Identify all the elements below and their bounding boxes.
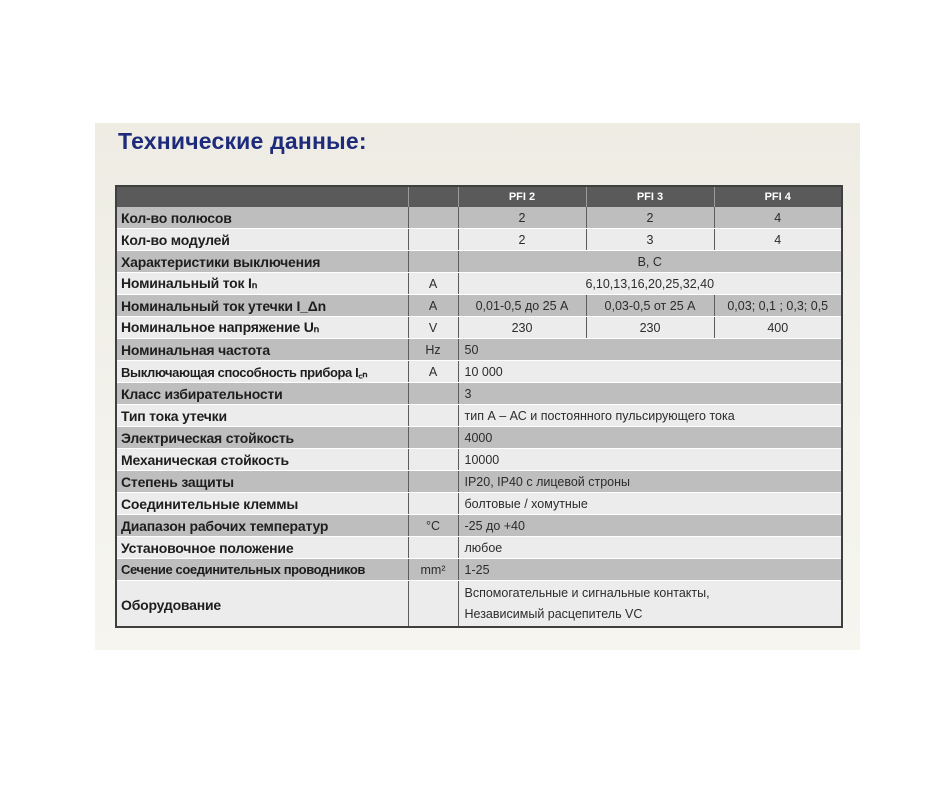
row-label: Электрическая стойкость [116, 427, 408, 449]
value-all: любое [458, 537, 842, 559]
value-pfi2: 0,01-0,5 до 25 А [458, 295, 586, 317]
table-row [116, 493, 842, 515]
table-row [116, 273, 842, 295]
value-pfi3: 230 [586, 317, 714, 339]
row-label: Номинальный ток утечки I_Δn [116, 295, 408, 317]
row-unit [408, 427, 458, 449]
row-label: Степень защиты [116, 471, 408, 493]
table-row [116, 361, 842, 383]
value-pfi4: 4 [714, 207, 842, 229]
header-pfi4: PFI 4 [714, 186, 842, 207]
value-pfi3: 0,03-0,5 от 25 А [586, 295, 714, 317]
value-all: -25 до +40 [458, 515, 842, 537]
technical-data-table [115, 185, 843, 628]
row-label: Номинальный ток Iₙ [116, 273, 408, 295]
row-label: Кол-во модулей [116, 229, 408, 251]
row-unit [408, 251, 458, 273]
row-unit: A [408, 273, 458, 295]
table-row [116, 427, 842, 449]
value-all: тип А – АС и постоянного пульсирующего тока [458, 405, 842, 427]
value-all: 50 [458, 339, 842, 361]
table-row [116, 537, 842, 559]
table-row [116, 449, 842, 471]
value-pfi2: 2 [458, 229, 586, 251]
header-pfi2: PFI 2 [458, 186, 586, 207]
value-all: 10 000 [458, 361, 842, 383]
row-label: Кол-во полюсов [116, 207, 408, 229]
table-row [116, 317, 842, 339]
value-pfi4: 400 [714, 317, 842, 339]
table-row [116, 559, 842, 581]
value-line-1: Вспомогательные и сигнальные контакты, [464, 585, 710, 600]
row-label: Соединительные клеммы [116, 493, 408, 515]
header-pfi3: PFI 3 [586, 186, 714, 207]
table-row [116, 295, 842, 317]
value-pfi2: 2 [458, 207, 586, 229]
row-unit [408, 207, 458, 229]
table-row [116, 229, 842, 251]
table-header-row [116, 186, 842, 207]
row-unit: mm² [408, 559, 458, 581]
value-all: 4000 [458, 427, 842, 449]
table-row [116, 207, 842, 229]
row-unit [408, 449, 458, 471]
value-pfi2: 230 [458, 317, 586, 339]
row-label: Механическая стойкость [116, 449, 408, 471]
row-unit [408, 581, 458, 628]
value-all: 10000 [458, 449, 842, 471]
row-label: Диапазон рабочих температур [116, 515, 408, 537]
value-all: 6,10,13,16,20,25,32,40 [458, 273, 842, 295]
table-row [116, 581, 842, 628]
table-row [116, 471, 842, 493]
value-all: 3 [458, 383, 842, 405]
header-unit-col [408, 186, 458, 207]
row-unit [408, 405, 458, 427]
value-pfi3: 3 [586, 229, 714, 251]
table-row [116, 405, 842, 427]
value-line-2: Независимый расцепитель VC [464, 606, 643, 621]
value-all: 1-25 [458, 559, 842, 581]
row-label: Номинальное напряжение Uₙ [116, 317, 408, 339]
value-pfi4: 0,03; 0,1 ; 0,3; 0,5 [714, 295, 842, 317]
row-unit: A [408, 295, 458, 317]
row-label: Сечение соединительных проводников [116, 559, 408, 581]
table-row [116, 251, 842, 273]
row-label: Тип тока утечки [116, 405, 408, 427]
row-unit [408, 471, 458, 493]
row-unit: V [408, 317, 458, 339]
header-label-col [116, 186, 408, 207]
row-label: Класс избирательности [116, 383, 408, 405]
page-title: Технические данные: [118, 128, 367, 154]
row-label: Номинальная частота [116, 339, 408, 361]
row-unit: °C [408, 515, 458, 537]
table-row [116, 515, 842, 537]
value-all [458, 581, 842, 628]
value-all: B, C [458, 251, 842, 273]
row-unit [408, 383, 458, 405]
row-label: Установочное положение [116, 537, 408, 559]
row-label: Выключающая способность прибора I꜀ₙ [116, 361, 408, 383]
row-unit [408, 229, 458, 251]
value-pfi3: 2 [586, 207, 714, 229]
value-all: IP20, IP40 с лицевой строны [458, 471, 842, 493]
table-row [116, 383, 842, 405]
row-unit: Hz [408, 339, 458, 361]
row-unit: A [408, 361, 458, 383]
table-row [116, 339, 842, 361]
row-label: Оборудование [116, 581, 408, 628]
row-unit [408, 493, 458, 515]
value-pfi4: 4 [714, 229, 842, 251]
row-label: Характеристики выключения [116, 251, 408, 273]
value-all: болтовые / хомутные [458, 493, 842, 515]
row-unit [408, 537, 458, 559]
